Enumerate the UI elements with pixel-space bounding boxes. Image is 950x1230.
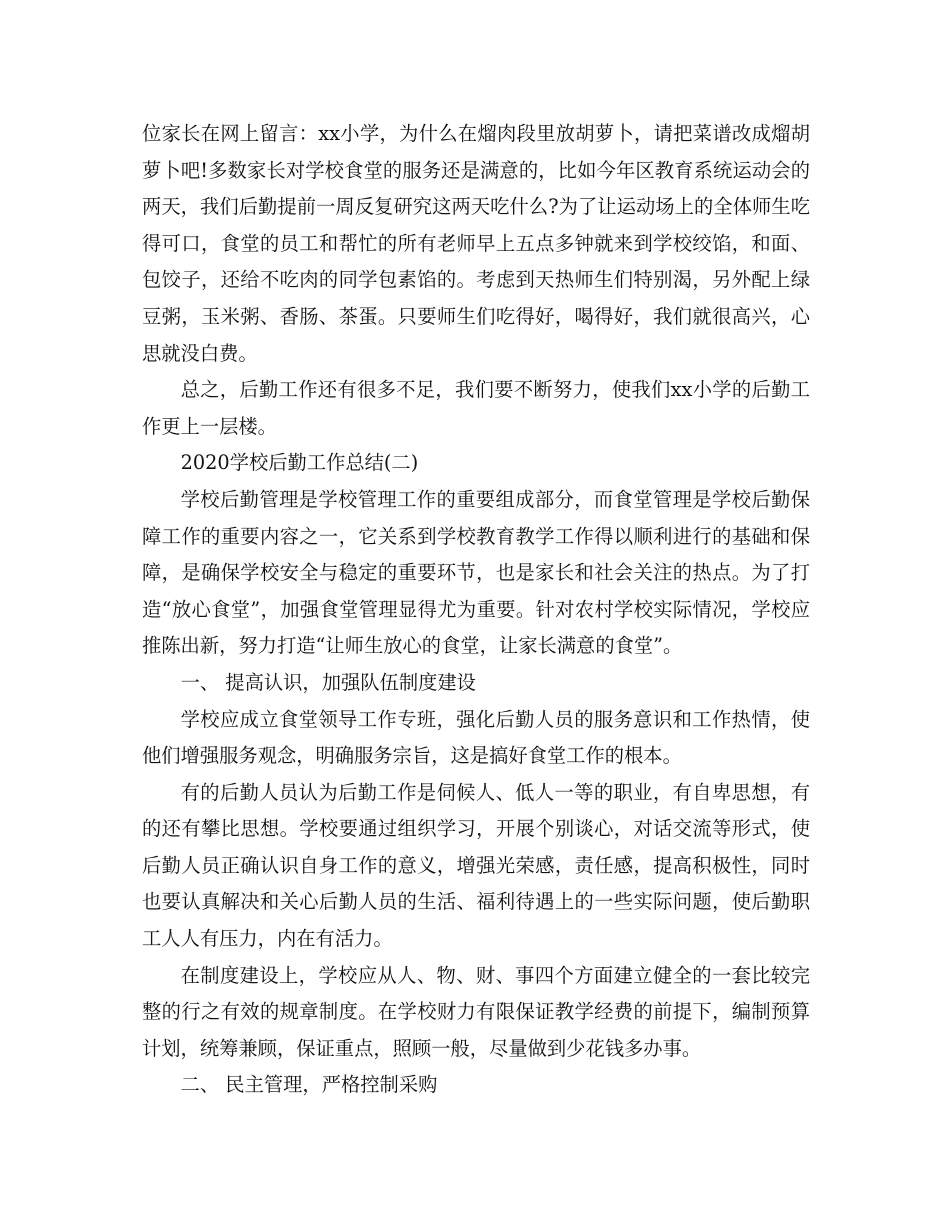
paragraph-conclusion: 总之，后勤工作还有很多不足，我们要不断努力，使我们xx小学的后勤工作更上一层楼。 (142, 378, 810, 438)
paragraph-body: 学校应成立食堂领导工作专班，强化后勤人员的服务意识和工作热情，使他们增强服务观念，明确服务宗旨，这是搞好食堂工作的根本。 (142, 707, 810, 768)
paragraph-continuation: 位家长在网上留言：xx小学，为什么在熘肉段里放胡萝卜，请把菜谱改成熘胡萝卜吧!多数家长对学校食堂的服务还是满意的，比如今年区教育系统运动会的两天，我们后勤提前一周反复研究这两天吃什么?为了让运动场上的全体师生吃得可口，食堂的员工和帮忙的所有老师早上五点多钟就来到学校绞馅，和面、包饺子，还给不吃肉的同学包素馅的。考虑到天热师生们特别渴，另外配上绿豆粥，玉米粥、香肠、茶蛋。只要师生们吃得好，喝得好，我们就很高兴，心思就没白费。 (142, 122, 810, 365)
section-title: 2020学校后勤工作总结(二) (180, 451, 419, 475)
paragraph-body: 有的后勤人员认为后勤工作是伺候人、低人一等的职业，有自卑思想，有的还有攀比思想。学校要通过组织学习，开展个别谈心，对话交流等形式，使后勤人员正确认识自身工作的意义，增强光荣感，责任感，提高积极性，同时也要认真解决和关心后勤人员的生活、福利待遇上的一些实际问题，使后勤职工人人有压力，内在有活力。 (142, 780, 810, 951)
paragraph-intro: 学校后勤管理是学校管理工作的重要组成部分，而食堂管理是学校后勤保障工作的重要内容之一，它关系到学校教育教学工作得以顺利进行的基础和保障，是确保学校安全与稳定的重要环节，也是家长和社会关注的热点。为了打造“放心食堂”，加强食堂管理显得尤为重要。针对农村学校实际情况，学校应推陈出新，努力打造“让师生放心的食堂，让家长满意的食堂”。 (142, 487, 810, 658)
document-body (142, 116, 810, 1104)
paragraph-body: 在制度建设上，学校应从人、物、财、事四个方面建立健全的一套比较完整的行之有效的规章制度。在学校财力有限保证教学经费的前提下，编制预算计划，统筹兼顾，保证重点，照顾一般，尽量做到少花钱多办事。 (142, 963, 810, 1060)
heading-one: 一、 提高认识，加强队伍制度建设 (180, 670, 476, 694)
heading-two: 二、 民主管理，严格控制采购 (180, 1073, 438, 1097)
